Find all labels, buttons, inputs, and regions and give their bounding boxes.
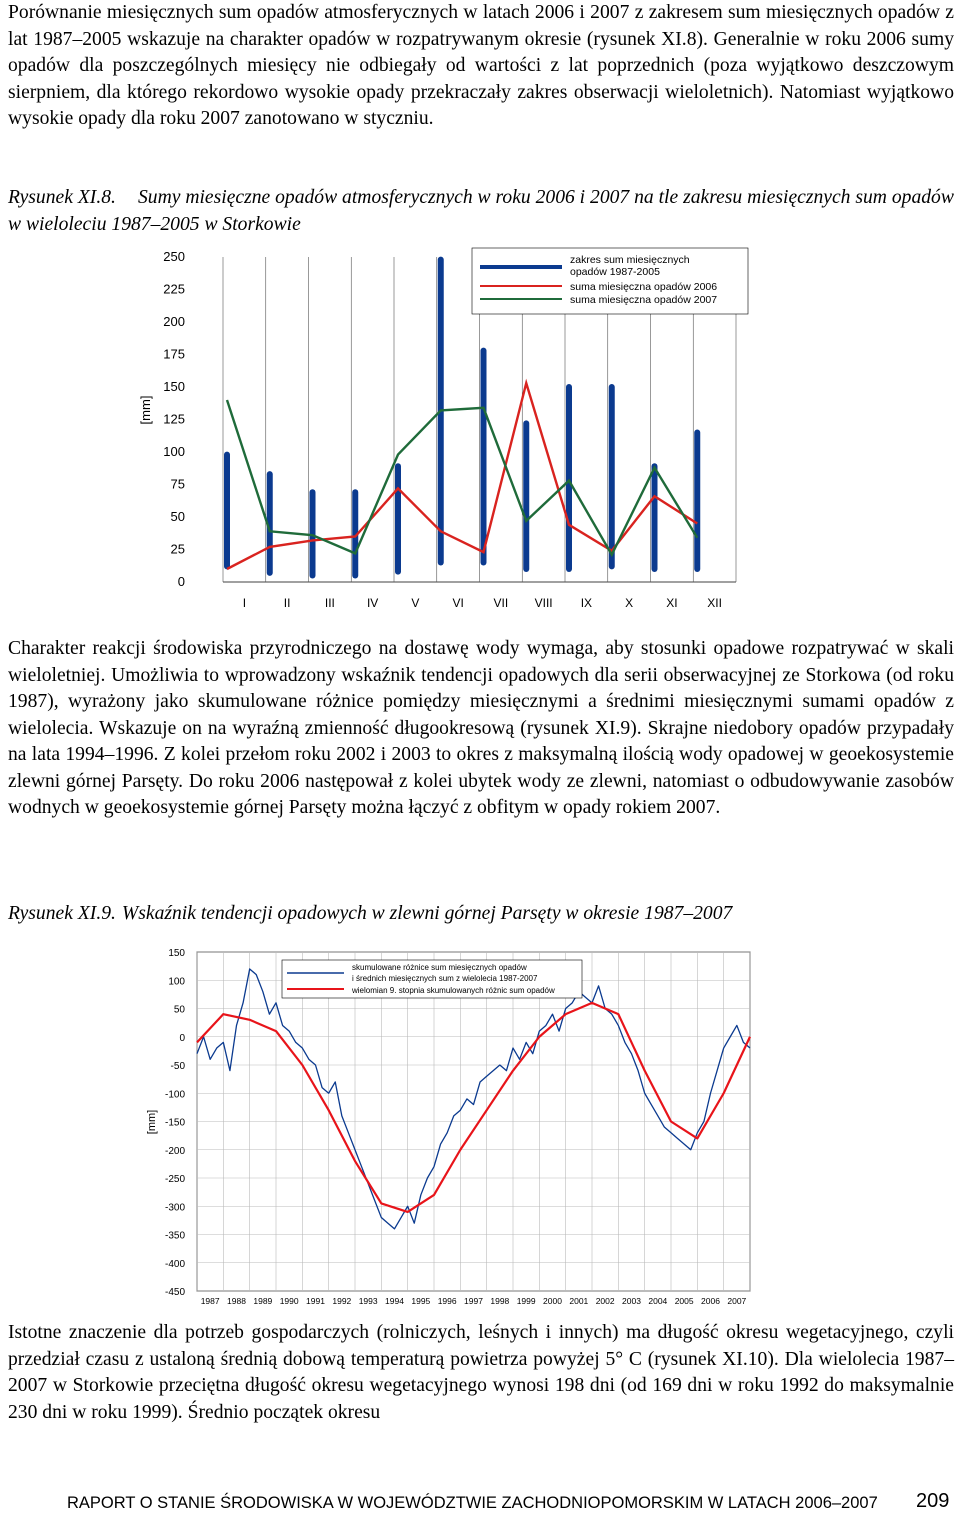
legend-label-1: suma miesięczna opadów 2007 (570, 294, 718, 306)
x-tick-label: 2006 (701, 1296, 720, 1306)
paragraph-3: Istotne znaczenie dla potrzeb gospodarczych (rolniczych, leśnych i innych) ma długość okresu wegetacyjnego, czyli przedział czasu z ustaloną średnią dobową temperaturą powietrza powyżej 5° C (rysunek XI.10). Dla wielolecia 1987–2007 w Storkowie przeciętna długość okresu wegetacyjnego wynosi 198 dni (od 169 dni w roku 1992 do maksymalnie 230 dni w roku 1999). Średnio początek okresu (8, 1322, 954, 1423)
footer-title: RAPORT O STANIE ŚRODOWISKA W WOJEWÓDZTWIE ZACHODNIOPOMORSKIM W LATACH 2006–2007 (67, 1494, 878, 1512)
y-tick-label: 50 (173, 1004, 185, 1016)
x-tick-label: 1999 (516, 1296, 536, 1306)
y-tick-label: 50 (170, 509, 185, 524)
x-tick-label: 1996 (437, 1296, 457, 1306)
chart-precipitation-tendency (135, 940, 760, 1315)
y-tick-label: -50 (170, 1061, 185, 1072)
x-tick-label: I (242, 596, 247, 610)
x-tick-label: 1989 (253, 1296, 273, 1306)
figure-1-caption (8, 184, 954, 238)
y-tick-label: 225 (163, 281, 185, 297)
x-tick-label: III (324, 596, 335, 610)
y-tick-label: -200 (164, 1145, 185, 1157)
x-tick-label: 1994 (385, 1296, 404, 1306)
page-footer (0, 1490, 960, 1517)
y-tick-label: -450 (164, 1287, 185, 1298)
y-tick-label: 75 (170, 476, 185, 492)
y-tick-label: -350 (164, 1230, 185, 1242)
x-tick-label: 2004 (648, 1296, 668, 1306)
x-tick-label: IX (580, 596, 593, 610)
x-tick-label: XI (666, 596, 678, 610)
y-tick-label: 150 (168, 948, 185, 959)
x-tick-label: 1995 (411, 1296, 431, 1306)
x-tick-label: 2005 (674, 1296, 694, 1306)
legend-label-polynomial: wielomian 9. stopnia skumulowanych różnic sum opadów (352, 986, 555, 995)
y-tick-label: -250 (164, 1174, 185, 1185)
x-tick-label: 1990 (279, 1296, 299, 1306)
legend-label-0: suma miesięczna opadów 2006 (570, 281, 718, 293)
paragraph-2: Charakter reakcji środowiska przyrodniczego na dostawę wody wymaga, aby stosunki opadowe rozpatrywać w skali wieloletniej. Umożliwia to wprowadzony wskaźnik tendencji opadowych dla serii obserwacyjnej ze Storkowa (od roku 1987), wyrażony jako skumulowane różnice pomiędzy miesięcznymi a średnimi miesięcznymi sumami opadów z wielolecia. Wskazuje on na wyraźną zmienność długookresową (rysunek XI.9). Skrajne niedobory opadów przypadały na lata 1994–1996. Z kolei przełom roku 2002 i 2003 to okres z maksymalną ilością wody opadowej w geoekosystemie zlewni górnej Parsęty. Do roku 2006 następował z kolei ubytek wody ze zlewni, natomiast o odbudowywanie zasobów wodnych w geoekosystemie górnej Parsęty można łączyć z obfitym w opady rokiem 2007. (8, 638, 954, 818)
figure-1-label: Rysunek XI.8. (8, 187, 116, 208)
chart-monthly-precipitation (130, 240, 750, 620)
y-tick-label: 150 (163, 379, 185, 394)
figure-1-caption-text: Sumy miesięczne opadów atmosferycznych w roku 2006 i 2007 na tle zakresu miesięcznych sum opadów w wieloleciu 1987–2005 w Storkowie (8, 187, 954, 235)
x-tick-label: 1992 (332, 1296, 352, 1306)
y-tick-label: 125 (163, 411, 185, 427)
page-number: 209 (916, 1490, 950, 1512)
x-tick-label: 1987 (200, 1296, 220, 1306)
figure-2-caption (8, 900, 954, 927)
y-axis-label: [mm] (146, 1109, 158, 1135)
x-tick-label: 2003 (622, 1296, 641, 1306)
x-tick-label: XII (707, 596, 722, 610)
x-tick-label: 1991 (306, 1296, 325, 1306)
y-tick-label: -300 (164, 1202, 185, 1214)
x-tick-label: X (625, 596, 634, 610)
x-tick-label: 1988 (227, 1296, 246, 1306)
x-tick-label: 2007 (727, 1296, 747, 1306)
figure-2-caption-text: Wskaźnik tendencji opadowych w zlewni górnej Parsęty w okresie 1987–2007 (121, 903, 733, 924)
x-tick-label: IV (366, 596, 379, 610)
y-tick-label: -400 (164, 1258, 185, 1270)
paragraph-1: Porównanie miesięcznych sum opadów atmosferycznych w latach 2006 i 2007 z zakresem sum miesięcznych opadów z lat 1987–2005 wskazuje na charakter opadów w rozpatrywanym okresie (rysunek XI.8). Generalnie w roku 2006 sumy opadów dla poszczególnych miesięcy nie odbiegały od wartości z lat poprzednich (poza wyjątkowo deszczowym sierpniem, dla którego rekordowo wysokie opady przekraczały zakres obserwacji wieloletnich). Natomiast wyjątkowo wysokie opady dla roku 2007 zanotowano w styczniu. (8, 2, 954, 129)
legend-label-range: zakres sum miesięcznych (570, 254, 690, 266)
series-line-cumulative (197, 969, 750, 1229)
figure-2-label: Rysunek XI.9. (8, 903, 116, 924)
x-tick-label: 2000 (543, 1296, 562, 1306)
x-tick-label: 1993 (358, 1296, 378, 1306)
x-tick-label: 2001 (569, 1296, 589, 1306)
x-tick-label: 1997 (464, 1296, 483, 1306)
y-tick-label: 100 (163, 444, 185, 459)
x-tick-label: VII (493, 596, 509, 610)
series-line-polynomial (197, 1003, 750, 1212)
y-tick-label: 200 (163, 314, 185, 329)
y-tick-label: 25 (170, 541, 185, 557)
x-tick-label: V (411, 596, 420, 610)
y-tick-label: 175 (163, 346, 185, 362)
y-tick-label: 100 (168, 976, 185, 988)
y-axis-label: [mm] (138, 395, 153, 425)
series-line-2006 (227, 383, 697, 569)
x-tick-label: VI (452, 596, 464, 610)
legend-label-cumulative-line-2: i średnich miesięcznych sum z wielolecia 1987-2007 (352, 974, 538, 983)
x-tick-label: 1998 (490, 1296, 510, 1306)
y-tick-label: -100 (164, 1089, 185, 1101)
y-tick-label: 250 (163, 249, 185, 264)
y-tick-label: 0 (177, 574, 185, 589)
legend-label-cumulative: skumulowane różnice sum miesięcznych opadów (352, 963, 527, 972)
x-tick-label: 2002 (595, 1296, 615, 1306)
x-tick-label: VIII (534, 596, 553, 610)
legend-label-range-line-2: opadów 1987-2005 (570, 266, 660, 278)
y-tick-label: 0 (179, 1032, 185, 1044)
x-tick-label: II (283, 596, 291, 610)
y-tick-label: -150 (164, 1117, 185, 1129)
